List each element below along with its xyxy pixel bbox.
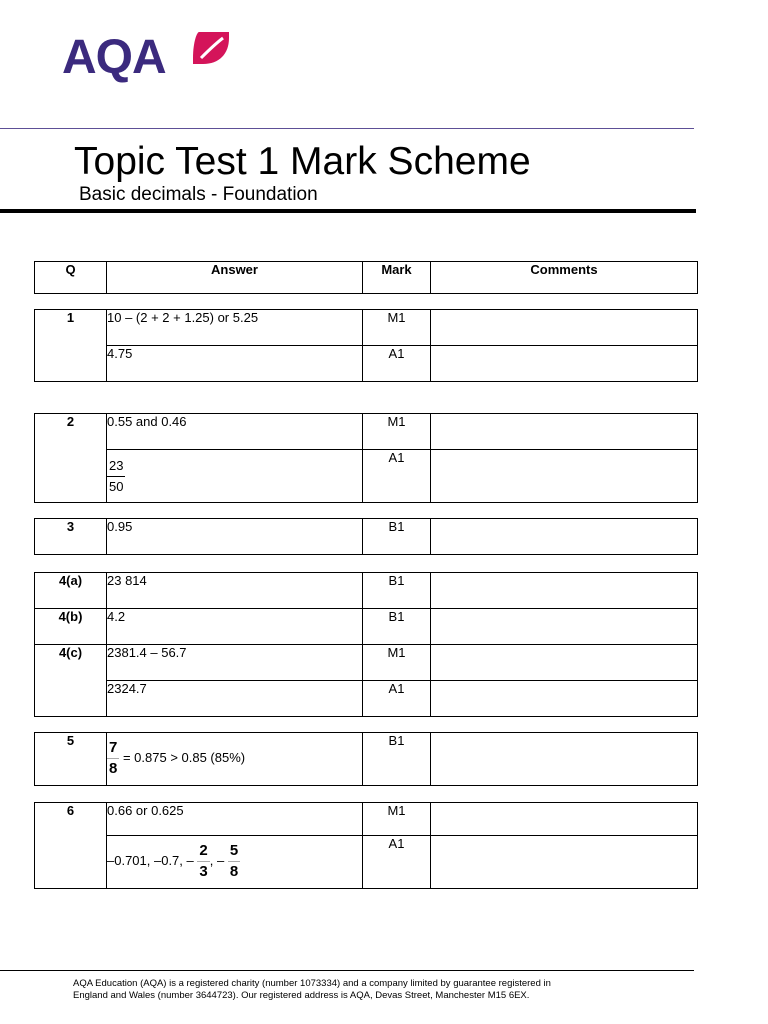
answer-cell: 0.66 or 0.625 [107,803,363,836]
comments-cell [431,450,698,503]
fraction-denominator: 8 [229,863,239,880]
question-4-table [34,572,698,717]
fraction-denominator: 50 [109,479,124,494]
mark-cell: B1 [363,573,431,609]
mark-cell: M1 [363,414,431,450]
answer-text: = 0.875 > 0.85 (85%) [122,749,246,765]
page-title: Topic Test 1 Mark Scheme [74,140,531,183]
table-row [35,733,698,786]
mark-cell: A1 [363,681,431,717]
question-2-table [34,413,698,503]
question-5-table [34,732,698,786]
header-mark: Mark [363,262,431,294]
table-row [35,836,698,889]
comments-cell [431,346,698,382]
table-row [35,681,698,717]
question-1-table [34,309,698,382]
fraction-numerator: 5 [228,841,240,862]
fraction-denominator: 3 [199,863,208,880]
comments-cell [431,310,698,346]
answer-cell: 23 814 [107,573,363,609]
mark-cell: A1 [363,346,431,382]
answer-cell: 2381.4 – 56.7 [107,645,363,681]
answer-cell: 0.95 [107,519,363,555]
fraction [107,456,125,497]
mark-cell: M1 [363,803,431,836]
comments-cell [431,681,698,717]
comments-cell [431,414,698,450]
header-rule [0,128,694,129]
table-row [35,346,698,382]
answer-separator: , – [209,852,225,868]
answer-text: –0.701, –0.7, – [107,852,194,868]
mark-cell: B1 [363,609,431,645]
mark-cell: A1 [363,836,431,889]
question-number: 4(a) [35,573,107,609]
table-row [35,414,698,450]
fraction-numerator: 7 [107,738,119,759]
fraction-numerator: 23 [107,456,125,477]
answer-cell: 2324.7 [107,681,363,717]
header-comments: Comments [431,262,698,294]
question-number: 4(c) [35,645,107,717]
title-rule [0,209,696,213]
question-number: 4(b) [35,609,107,645]
footer-text [73,978,633,1002]
aqa-logo [62,32,232,84]
question-3-table [34,518,698,555]
answer-cell [107,733,363,786]
fraction [228,841,240,882]
mark-table-header [34,261,698,294]
mark-cell: B1 [363,733,431,786]
footer-line-1: AQA Education (AQA) is a registered charity (number 1073334) and a company limited by guarantee registered in [73,978,551,989]
footer-rule [0,970,694,971]
table-row [35,803,698,836]
mark-cell: B1 [363,519,431,555]
comments-cell [431,519,698,555]
fraction-denominator: 8 [109,760,118,777]
leaf-icon [193,32,229,64]
answer-cell [107,836,363,889]
table-row [35,519,698,555]
question-number: 3 [35,519,107,555]
comments-cell [431,573,698,609]
header-answer: Answer [107,262,363,294]
fraction-numerator: 2 [197,841,209,862]
question-number: 2 [35,414,107,503]
comments-cell [431,803,698,836]
footer-line-2: England and Wales (number 3644723). Our registered address is AQA, Devas Street, Manchester M15 6EX. [73,990,530,1001]
mark-cell: M1 [363,645,431,681]
header-q: Q [35,262,107,294]
question-number: 6 [35,803,107,889]
answer-cell [107,450,363,503]
table-row [35,645,698,681]
answer-cell: 0.55 and 0.46 [107,414,363,450]
comments-cell [431,645,698,681]
table-row [35,450,698,503]
answer-cell: 4.2 [107,609,363,645]
question-6-table [34,802,698,889]
question-number: 1 [35,310,107,382]
fraction [107,738,119,779]
table-row [35,310,698,346]
table-row [35,573,698,609]
question-number: 5 [35,733,107,786]
logo-text: AQA [62,31,166,84]
comments-cell [431,836,698,889]
table-row [35,609,698,645]
comments-cell [431,609,698,645]
mark-cell: A1 [363,450,431,503]
answer-cell: 4.75 [107,346,363,382]
comments-cell [431,733,698,786]
page-subtitle: Basic decimals - Foundation [79,184,318,205]
mark-cell: M1 [363,310,431,346]
fraction [197,841,209,882]
answer-cell: 10 – (2 + 2 + 1.25) or 5.25 [107,310,363,346]
